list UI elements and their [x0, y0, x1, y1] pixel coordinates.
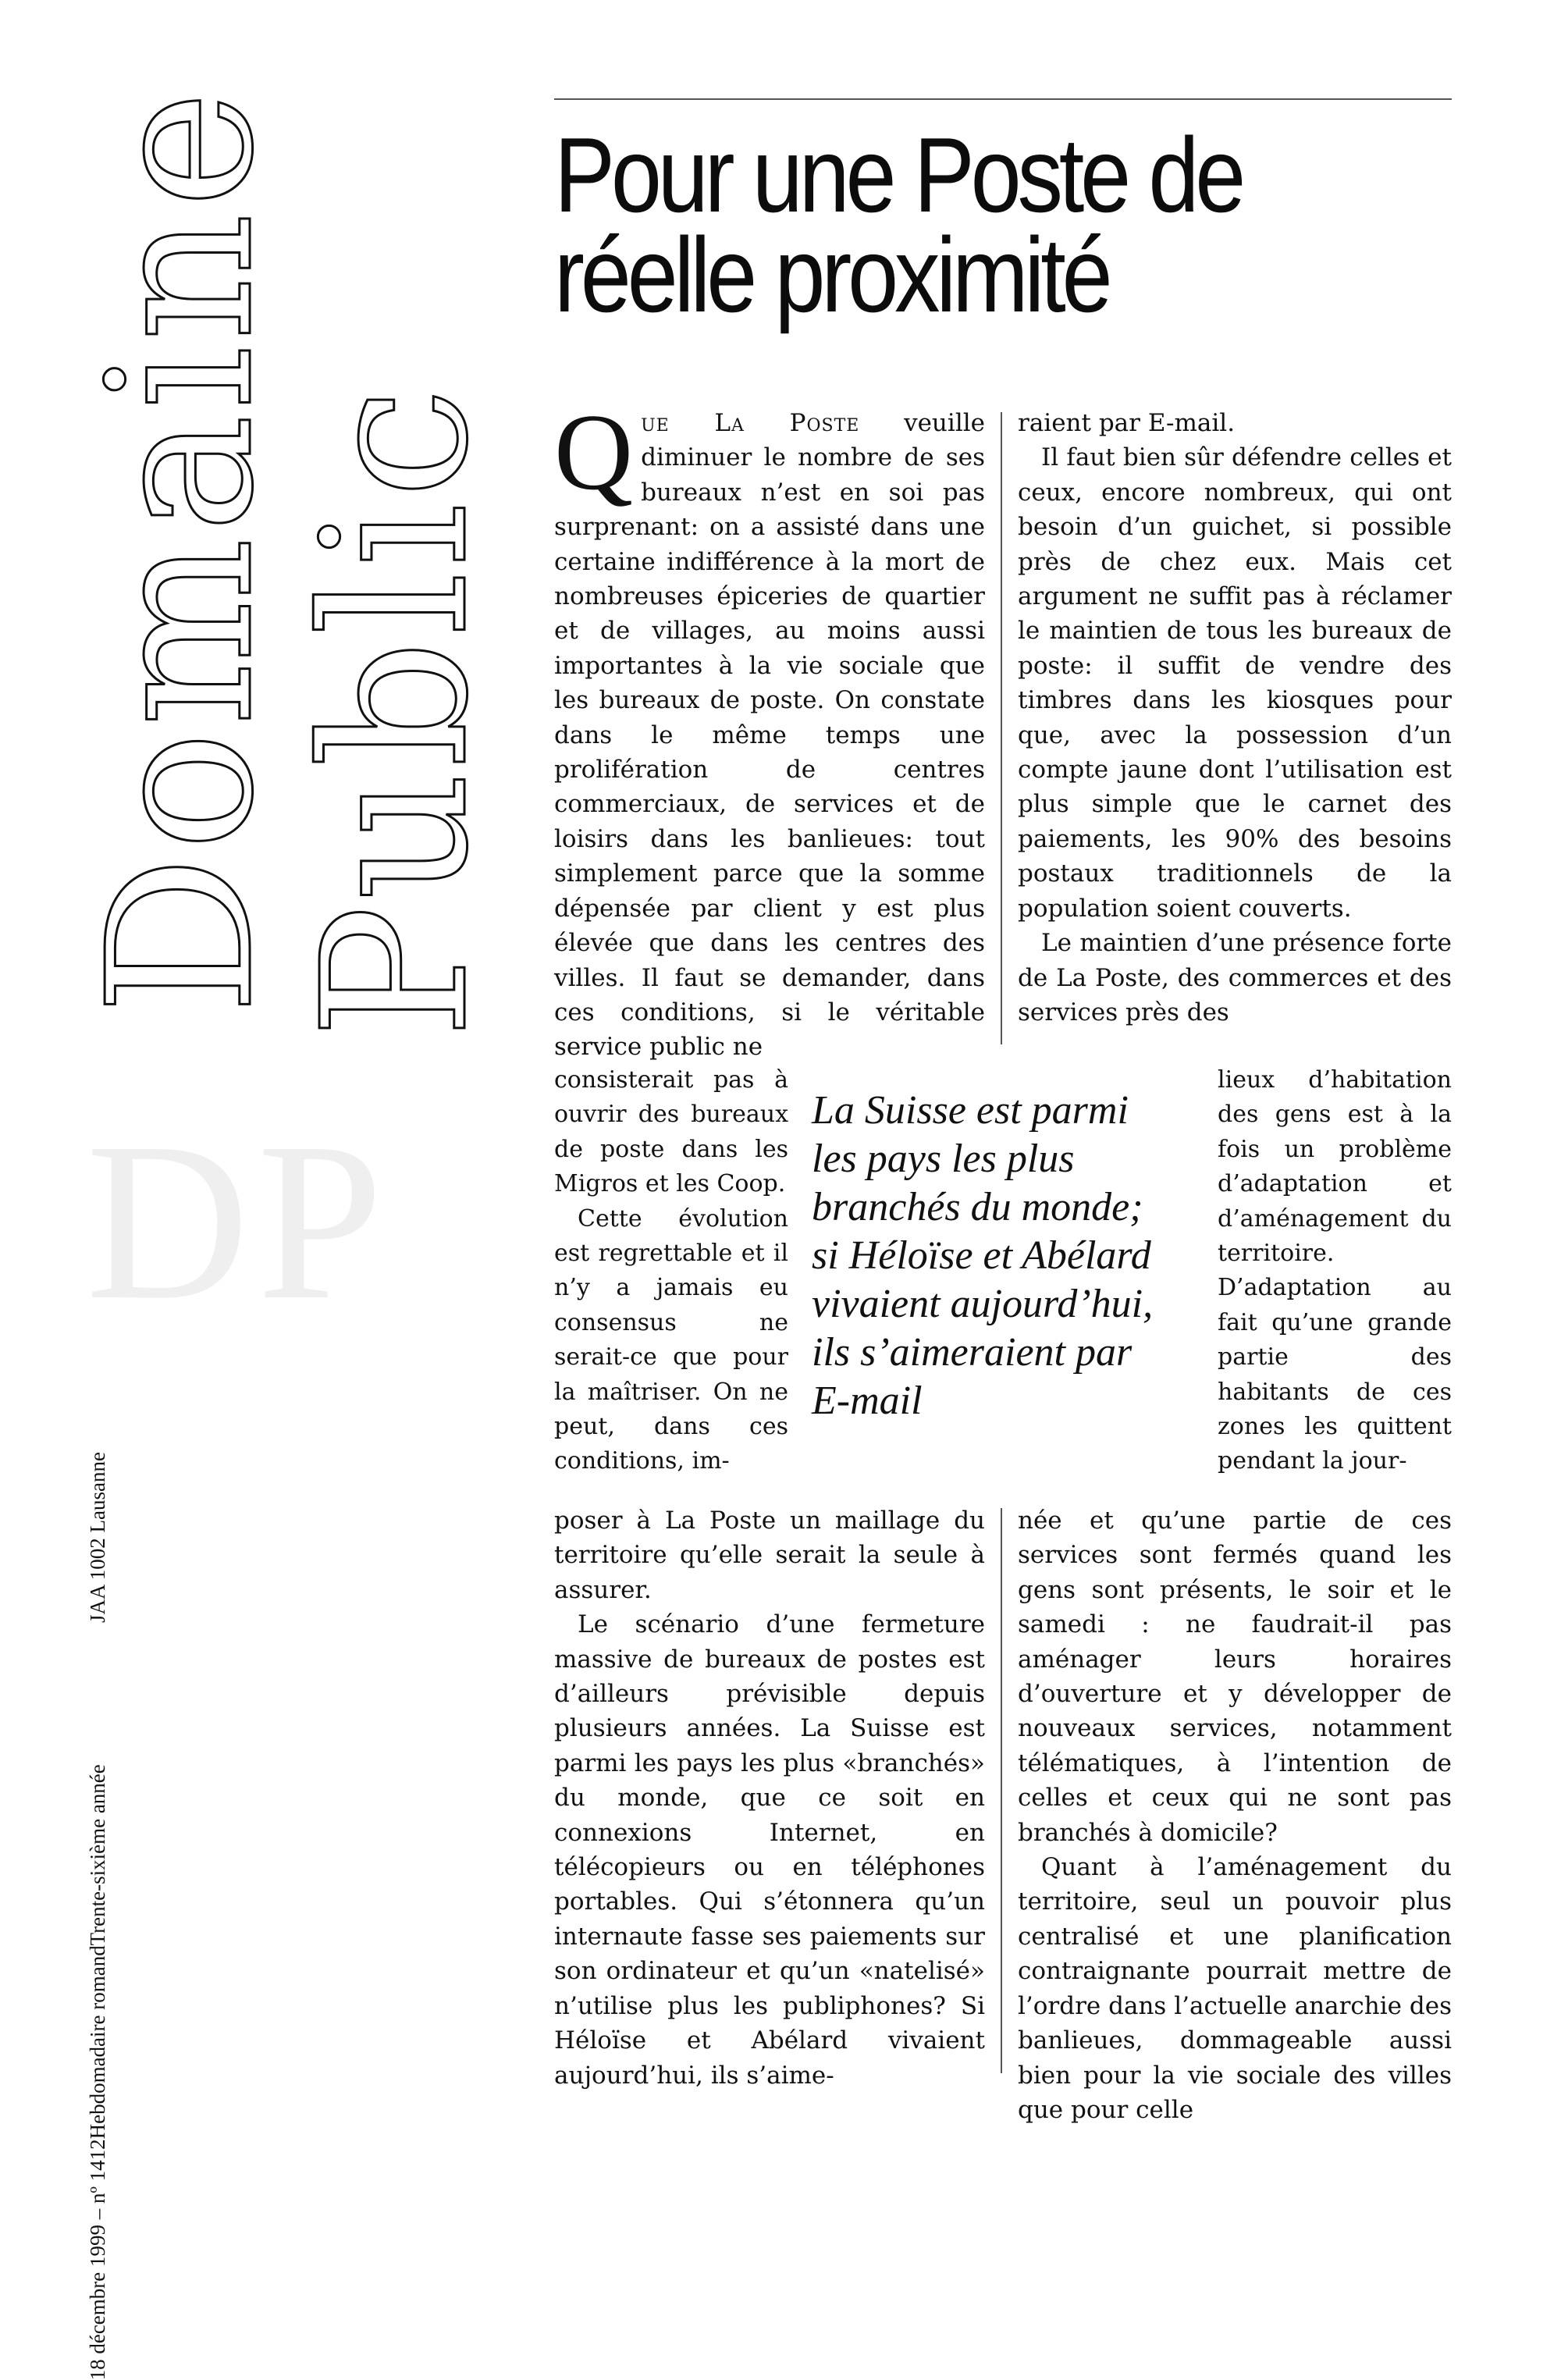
pull-quote [812, 1087, 1202, 1425]
paragraph-migros: consisterait pas à ouvrir des bureaux de poste dans les Migros et les Coop. [554, 1066, 788, 1198]
article-column-b-narrow [1218, 1063, 1452, 1479]
paragraph-evolution: Cette évolution est regrettable et il n’y a jamais eu consensus ne serait-ce que pour la maîtriser. On ne peut, dans ces conditions, im- [554, 1204, 788, 1475]
pull-quote-line: ils s’aimeraient par [812, 1330, 1133, 1375]
pull-quote-line: les pays les plus [812, 1137, 1075, 1181]
drop-cap: Q [554, 392, 634, 513]
paragraph-habitation: lieux d’habitation des gens est à la fois un problème d’adaptation et d’aménagement du territoire. D’adaptation au fait qu’une grande partie des habitants de ces zones les quittent pendant la jour- [1218, 1066, 1452, 1475]
paragraph-journee: née et qu’une partie de ces services sont fermés quand les gens sont présents, le soir et le samedi : ne faudrait-il pas aménager leurs horaires d’ouverture et y développer de nouveaux services, notamment télématiques, à l’intention de celles et ceux qui ne sont pas branchés à domicile? [1018, 1507, 1452, 1847]
issue-frequency: Hebdomadaire romand [86, 1945, 109, 2140]
pull-quote-line: branchés du monde; [812, 1185, 1143, 1229]
article-column-c [554, 1503, 985, 2093]
article-column-a [554, 392, 985, 1065]
lead-paragraph [554, 392, 985, 1065]
dp-watermark-logo: DP [86, 1096, 391, 1347]
column-rule-bottom [1001, 1508, 1002, 2073]
postal-mark: JAA 1002 Lausanne [86, 1452, 109, 1623]
paragraph-maillage: poser à La Poste un maillage du territoire qu’elle serait la seule à assurer. [554, 1507, 985, 1604]
issue-date-number: 18 décembre 1999 – nº 1412 [86, 2139, 109, 2380]
headline-line-2: réelle proximité [554, 215, 1109, 334]
headline-line-1: Pour une Poste de [554, 116, 1243, 234]
masthead [66, 62, 512, 1108]
pull-quote-line: La Suisse est parmi [812, 1088, 1129, 1133]
article-column-d [1018, 1503, 1452, 2127]
pull-quote-line: E-mail [812, 1379, 923, 1423]
paragraph-amenagement: Quant à l’aménagement du territoire, seul un pouvoir plus centralisé et une planification contraignante pourrait mettre de l’ordre dans l’actuelle anarchie des banlieues, dommageable aussi bien pour la vie sociale des villes que pour celle [1018, 1853, 1452, 2124]
pull-quote-line: vivaient aujourd’hui, [812, 1282, 1154, 1326]
lead-smallcaps: ue La Poste [641, 409, 860, 437]
masthead-word-domaine: Domaine [66, 86, 297, 1016]
lead-text: veuille diminuer le nombre de ses bureaux n’est en soi pas surprenant: on a assisté dans une certaine indifférence à la mort de nombreuses épiceries de quartier et de villages, au moins aussi importantes à la vie sociale que les bureaux de poste. On constate dans le même temps une prolifération de centres commerciaux, de services et de loisirs dans les banlieues: tout simplement parce que la somme dépensée par client y est plus élevée que dans les centres des villes. Il faut se demander, dans ces conditions, si le véritable service public ne [554, 409, 985, 1062]
pull-quote-line: si Héloïse et Abélard [812, 1233, 1151, 1278]
article-headline [554, 116, 1326, 334]
paragraph-email: raient par E-mail. [1018, 409, 1236, 437]
article-column-a-narrow [554, 1063, 788, 1479]
column-rule-top [1001, 412, 1002, 1044]
issue-info [84, 1764, 111, 2380]
top-rule [554, 98, 1452, 100]
paragraph-maintien: Le maintien d’une présence forte de La Poste, des commerces et des services près des [1018, 929, 1452, 1026]
paragraph-scenario: Le scénario d’une fermeture massive de bureaux de postes est d’ailleurs prévisible depuis plusieurs années. La Suisse est parmi les pays les plus «branchés» du monde, que ce soit en connexions Internet, en télécopieurs ou en téléphones portables. Qui s’étonnera qu’un internaute fasse ses paiements sur son ordinateur et qu’un «natelisé» n’utilise plus les publiphones? Si Héloïse et Abélard vivaient aujourd’hui, ils s’aime- [554, 1610, 985, 2090]
issue-year: Trente-sixième année [86, 1764, 109, 1946]
paragraph-guichet: Il faut bien sûr défendre celles et ceux, encore nombreux, qui ont besoin d’un guichet, si possible près de chez eux. Mais cet argument ne suffit pas à réclamer le maintien de tous les bureaux de poste: il suffit de vendre des timbres dans les kiosques pour que, avec la possession d’un compte jaune dont l’utilisation est plus simple que le carnet des paiements, les 90% des besoins postaux traditionnels de la population soient couverts. [1018, 443, 1452, 923]
masthead-word-public: Public [280, 382, 512, 1039]
article-column-b [1018, 406, 1452, 1030]
